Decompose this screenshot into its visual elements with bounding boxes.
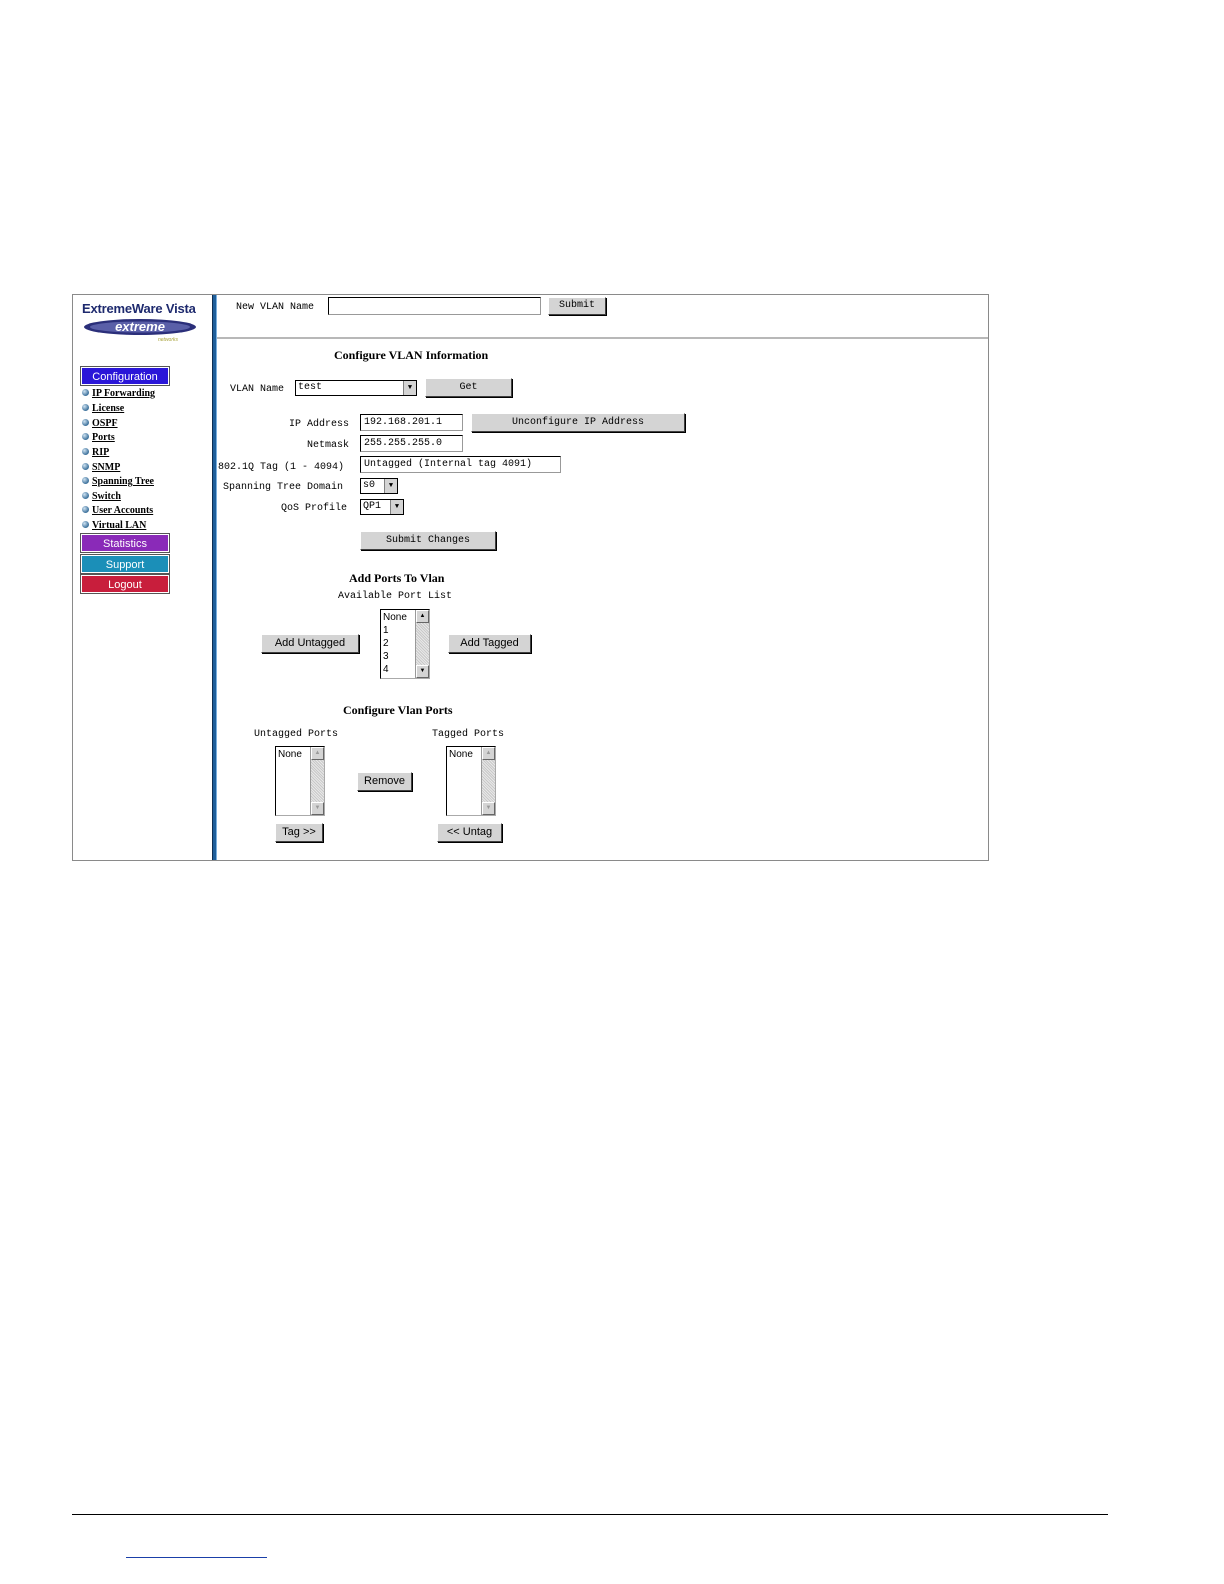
chevron-down-icon[interactable]: ▼ <box>384 479 397 493</box>
bullet-icon <box>82 506 89 513</box>
scroll-up-icon[interactable]: ▲ <box>416 610 429 623</box>
vlan-name-selected: test <box>298 382 323 393</box>
scrollbar[interactable] <box>481 747 495 815</box>
netmask-input[interactable]: 255.255.255.0 <box>360 435 463 452</box>
netmask-label: Netmask <box>307 440 350 451</box>
chevron-down-icon[interactable]: ▼ <box>403 381 416 395</box>
scroll-down-icon[interactable]: ▼ <box>311 802 324 815</box>
vlan-name-label: VLAN Name <box>230 384 285 395</box>
tag-button[interactable]: Tag >> <box>275 823 323 842</box>
untagged-port-items <box>278 748 302 761</box>
untagged-ports-listbox[interactable] <box>275 746 325 816</box>
bullet-icon <box>82 492 89 499</box>
qos-profile-select[interactable] <box>360 499 404 515</box>
sidebar-item-user-accounts[interactable] <box>82 504 153 518</box>
bullet-icon <box>82 404 89 411</box>
tagged-port-items <box>449 748 473 761</box>
list-item[interactable]: 3 <box>383 651 389 662</box>
nav-configuration-label: Configuration <box>92 371 158 383</box>
list-item[interactable]: 1 <box>383 625 389 636</box>
add-untagged-button[interactable]: Add Untagged <box>261 634 359 653</box>
svg-text:networks: networks <box>157 337 179 343</box>
sidebar-item-label: User Accounts <box>92 505 154 516</box>
untagged-ports-label: Untagged Ports <box>254 729 339 740</box>
tagged-ports-listbox[interactable] <box>446 746 496 816</box>
untag-button[interactable]: << Untag <box>437 823 502 842</box>
bullet-icon <box>82 477 89 484</box>
nav-statistics-label: Statistics <box>102 538 147 550</box>
new-vlan-submit-button[interactable]: Submit <box>548 297 606 315</box>
bullet-icon <box>82 463 89 470</box>
qos-profile-selected: QP1 <box>363 501 382 512</box>
svg-text:extreme: extreme <box>115 319 165 334</box>
scrollbar[interactable] <box>415 610 429 678</box>
stp-domain-selected: s0 <box>363 480 376 491</box>
scroll-down-icon[interactable]: ▼ <box>482 802 495 815</box>
scroll-up-icon[interactable]: ▲ <box>482 747 495 760</box>
sidebar-item-label: OSPF <box>92 418 118 429</box>
sidebar-item-label: Spanning Tree <box>92 476 154 487</box>
list-item[interactable]: None <box>383 612 407 623</box>
sidebar-item-virtual-lan[interactable] <box>82 519 146 533</box>
unconfigure-ip-button[interactable]: Unconfigure IP Address <box>471 413 685 432</box>
vlan-name-select[interactable] <box>295 380 417 396</box>
ip-address-label: IP Address <box>289 419 350 430</box>
sidebar-item-label: Switch <box>92 491 121 502</box>
new-vlan-input[interactable] <box>328 297 541 315</box>
sidebar-item-ospf[interactable] <box>82 417 118 431</box>
sidebar-item-rip[interactable] <box>82 446 109 460</box>
get-button[interactable]: Get <box>425 378 512 397</box>
chevron-down-icon[interactable]: ▼ <box>390 500 403 514</box>
add-tagged-button[interactable]: Add Tagged <box>448 634 531 653</box>
remove-button[interactable]: Remove <box>357 772 412 791</box>
list-item[interactable]: None <box>449 749 473 760</box>
nav-support-label: Support <box>105 559 145 571</box>
bullet-icon <box>82 389 89 396</box>
list-item[interactable]: None <box>278 749 302 760</box>
scroll-down-icon[interactable]: ▼ <box>416 665 429 678</box>
available-port-listbox[interactable] <box>380 609 430 679</box>
sidebar-item-ip-forwarding[interactable] <box>82 387 155 401</box>
sidebar-item-label: SNMP <box>92 462 121 473</box>
bullet-icon <box>82 433 89 440</box>
stp-domain-label: Spanning Tree Domain <box>223 482 344 493</box>
sidebar-item-label: License <box>92 403 125 414</box>
configure-vlan-ports-heading: Configure Vlan Ports <box>343 703 453 717</box>
bullet-icon <box>82 448 89 455</box>
available-port-list-label: Available Port List <box>338 591 453 602</box>
sidebar-item-label: RIP <box>92 447 110 458</box>
configure-vlan-heading: Configure VLAN Information <box>334 348 489 362</box>
browser-frame <box>72 294 989 861</box>
tagged-ports-label: Tagged Ports <box>432 729 505 740</box>
app-title: ExtremeWare Vista <box>82 301 196 316</box>
nav-support-button[interactable] <box>81 555 169 573</box>
sidebar-item-snmp[interactable] <box>82 461 120 475</box>
stp-domain-select[interactable] <box>360 478 398 494</box>
page-footer-link-underline <box>126 1557 267 1558</box>
list-item[interactable]: 2 <box>383 638 389 649</box>
available-port-items <box>383 611 407 676</box>
sidebar-item-license[interactable] <box>82 402 124 416</box>
nav-logout-button[interactable] <box>81 575 169 593</box>
sidebar-item-label: Ports <box>92 432 115 443</box>
sidebar-item-label: Virtual LAN <box>92 520 147 531</box>
sidebar-item-switch[interactable] <box>82 490 121 504</box>
sidebar-item-spanning-tree[interactable] <box>82 475 154 489</box>
nav-configuration-button[interactable] <box>81 367 169 385</box>
ip-address-input[interactable]: 192.168.201.1 <box>360 414 463 431</box>
bullet-icon <box>82 419 89 426</box>
nav-logout-label: Logout <box>108 579 142 591</box>
submit-changes-button[interactable]: Submit Changes <box>360 531 496 550</box>
bullet-icon <box>82 521 89 528</box>
tag-label: 802.1Q Tag (1 - 4094) <box>218 462 345 473</box>
qos-profile-label: QoS Profile <box>281 503 348 514</box>
scroll-up-icon[interactable]: ▲ <box>311 747 324 760</box>
new-vlan-label: New VLAN Name <box>236 302 315 313</box>
new-vlan-bar <box>217 295 988 339</box>
sidebar <box>73 295 212 860</box>
list-item[interactable]: 4 <box>383 664 389 675</box>
nav-statistics-button[interactable] <box>81 534 169 552</box>
sidebar-item-label: IP Forwarding <box>92 388 156 399</box>
add-ports-heading: Add Ports To Vlan <box>349 571 445 585</box>
extreme-logo <box>83 317 198 343</box>
page-bottom-rule <box>72 1514 1108 1515</box>
scrollbar[interactable] <box>310 747 324 815</box>
main-content <box>217 295 988 860</box>
tag-input[interactable]: Untagged (Internal tag 4091) <box>360 456 561 473</box>
sidebar-item-ports[interactable] <box>82 431 115 445</box>
